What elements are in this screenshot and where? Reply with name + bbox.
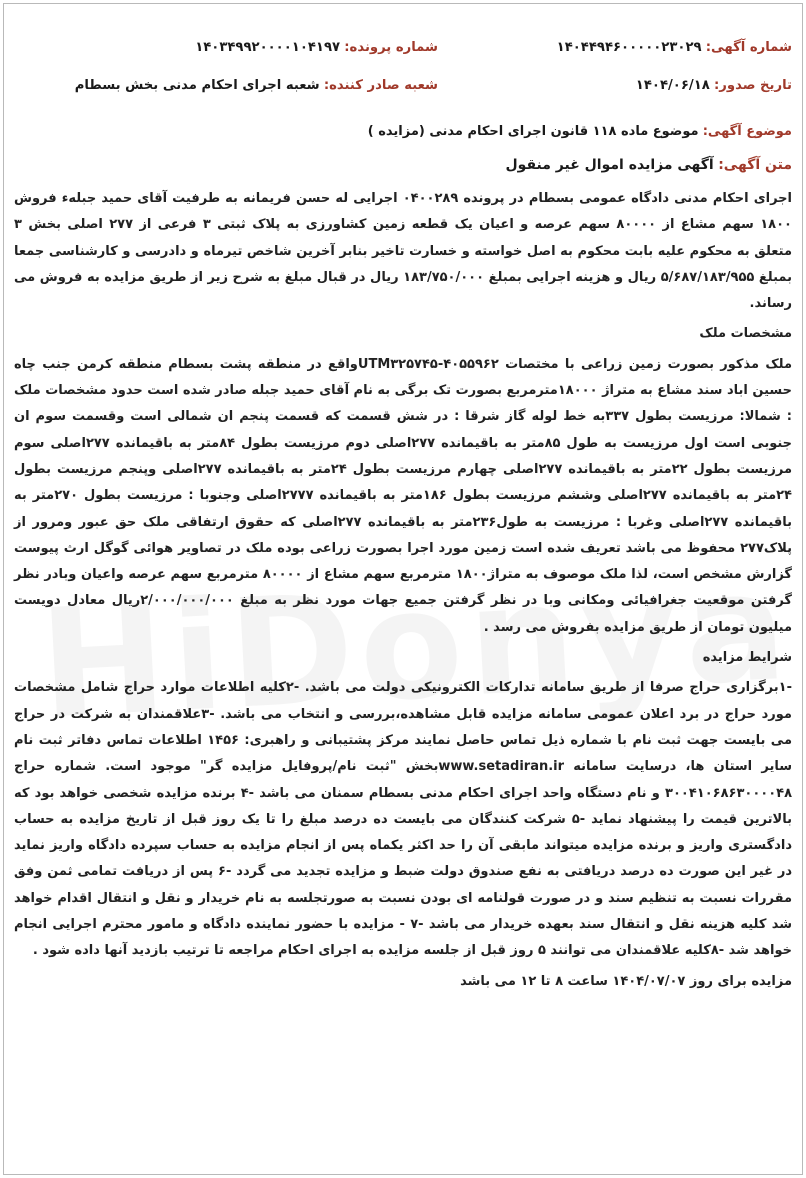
intro-paragraph: اجرای احکام مدنی دادگاه عمومی بسطام در پرونده ۰۴۰۰۲۸۹ اجرایی له حسن فریمانه به طرفیت آقای حمید جبلهء فروش ۱۸۰۰ سهم مشاع از ۸۰۰۰۰ سهم عرصه و اعیان یک قطعه زمین کشاورزی به پلاک ثبتی ۳ فرعی از ۲۷۷ اصلی بخش ۳ متعلق به محکوم علیه بابت محکوم به اصل خواسته و خسارت تاخیر بنابر آخرین شاخص تیرماه و دادرسی و کارشناسی جمعا بمبلغ ۵/۶۸۷/۱۸۳/۹۵۵ ریال و هزینه اجرایی بمبلغ ۱۸۳/۷۵۰/۰۰۰ ریال در قبال مبلغ به شرح زیر از طریق مزایده به فروش می رساند. bbox=[14, 191, 792, 312]
notice-title: آگهی مزایده اموال غیر منقول bbox=[505, 157, 714, 173]
issue-date-row bbox=[636, 74, 792, 98]
issue-date-label: تاریخ صدور: bbox=[714, 78, 792, 93]
notice-body bbox=[14, 186, 792, 995]
notice-number-label: شماره آگهی: bbox=[705, 40, 792, 55]
notice-title-row bbox=[506, 154, 792, 176]
issuer-label: شعبه صادر کننده: bbox=[323, 78, 438, 93]
case-number: ۱۴۰۳۴۹۹۲۰۰۰۰۱۰۴۱۹۷ bbox=[195, 40, 341, 55]
notice-number: ۱۴۰۴۴۹۴۶۰۰۰۰۰۲۳۰۲۹ bbox=[556, 40, 702, 55]
property-heading: مشخصات ملک bbox=[699, 326, 792, 342]
conditions-heading: شرایط مزایده bbox=[702, 650, 792, 666]
subject-row bbox=[368, 121, 792, 143]
subject-label: موضوع آگهی: bbox=[702, 124, 792, 139]
case-number-row bbox=[195, 36, 438, 60]
subject: موضوع ماده ۱۱۸ قانون اجرای احکام مدنی (مزایده ) bbox=[367, 124, 699, 139]
issue-date: ۱۴۰۴/۰۶/۱۸ bbox=[635, 78, 710, 93]
auction-date: مزایده برای روز ۱۴۰۴/۰۷/۰۷ ساعت ۸ تا ۱۲ می باشد bbox=[460, 973, 792, 989]
issuer-row bbox=[75, 74, 438, 98]
notice-number-row bbox=[557, 36, 792, 60]
conditions-paragraph: -۱برگزاری حراج صرفا از طریق سامانه تدارکات الکترونیکی دولت می باشد. -۲کلیه اطلاعات موارد حراج شامل مشخصات مورد حراج در برد اعلان عمومی سامانه مزایده قابل مشاهده،بررسی و انتخاب می باشد. -۳علاقمندان به شرکت در حراج می بایست جهت ثبت نام با شماره ذیل تماس حاصل نمایند مرکز پشتیبانی و راهبری: ۱۴۵۶ اطلاعات تماس دفاتر ثبت نام سایر استان ها، درسایت سامانه www.setadiran.irبخش "ثبت نام/پروفایل مزایده گر" موجود است. شماره حراج ۳۰۰۴۱۰۶۸۶۳۰۰۰۰۴۸ و نام دستگاه واحد اجرای احکام مدنی بسطام سمنان می باشد -۴ برنده مزایده شخصی خواهد بود که بالاترین قیمت را پیشنهاد نماید -۵ شرکت کنندگان می بایست ده درصد مبلغ را تا یک روز قبل از تاریخ مزایده به حساب دادگستری واریز و برنده مزایده میتواند مابقی آن را حد اکثر یکماه پس از انجام مزایده به حساب سپرده دادگاه واریز نماید در غیر این صورت ده درصد دریافتی به نفع صندوق دولت ضبط و مزایده تجدید می گردد -۶ پس از دریافت تمامی ثمن وفق مقررات نسبت به تنظیم سند و در صورت قولنامه ای بودن نسبت به صورتجلسه به نام خریدار و نقل و انتقال اقدام خواهد شد کلیه هزینه نقل و انتقال سند بعهده خریدار می باشد -۷ - مزایده با حضور نماینده دادگاه و مامور محترم اجرایی انجام خواهد شد -۸کلیه علاقمندان می توانند ۵ روز قبل از جلسه مزایده به اجرای احکام مراجعه تا ترتیب بازدید آنها داده شود . bbox=[14, 680, 793, 959]
notice-text-label: متن آگهی: bbox=[718, 157, 792, 173]
property-paragraph: ملک مذکور بصورت زمین زراعی با مختصات UTM۳۲۵۷۴۵-۴۰۵۵۹۶۲واقع در منطقه پشت بسطام منطقه کرمن جنب چاه حسین اباد سند مشاع به متراژ ۱۸۰۰۰مترمربع بصورت تک برگی به نام آقای حمید جبله صادر شده است حدود مشخصات ملک : شمالا: مرزیست بطول ۳۳۷به خط لوله گاز شرقا : در شش قسمت که قسمت پنجم ان شمالی است وقسمت سوم ان جنوبی است اول مرزیست به طول ۸۵متر به باقیمانده ۲۷۷اصلی دوم مرزیست بطول ۸۴متر به باقیمانده ۲۷۷اصلی سوم مرزیست بطول ۲۲متر به باقیمانده ۲۷۷اصلی چهارم مرزیست بطول ۲۴متر به باقیمانده ۲۷۷اصلی وپنجم مرزیست بطول ۲۴متر به باقیمانده ۲۷۷اصلی وششم مرزیست بطول ۱۸۶متر به باقیمانده ۲۷۷۷اصلی وجنوبا : مرزیست بطول ۲۷۰متر به باقیمانده ۲۷۷اصلی وغربا : مرزیست به طول۲۳۶متر به باقیمانده ۲۷۷اصلی که حقوق ارتفاقی ملک حق عبور ومرور از پلاک۲۷۷ محفوظ می باشد تعریف شده است زمین مورد اجرا بصورت زراعی بوده ملک در تصاویر هوائی گوگل ارث پیوست گزارش مشخص است، لذا ملک موصوف به متراژ۱۸۰۰ مترمربع سهم مشاع از ۸۰۰۰۰ مترمربع سهم عرصه واعیان وبادر نظر گرفتن موقعیت جغرافیائی ومکانی وبا در نظر گرفتن جمیع جهات مورد نظر به مبلغ ۲/۰۰۰/۰۰۰/۰۰۰ریال معادل دویست میلیون تومان از طریق مزایده بفروش می رسد . bbox=[14, 356, 793, 635]
case-number-label: شماره پرونده: bbox=[344, 40, 438, 55]
issuer: شعبه اجرای احکام مدنی بخش بسطام bbox=[74, 78, 320, 93]
